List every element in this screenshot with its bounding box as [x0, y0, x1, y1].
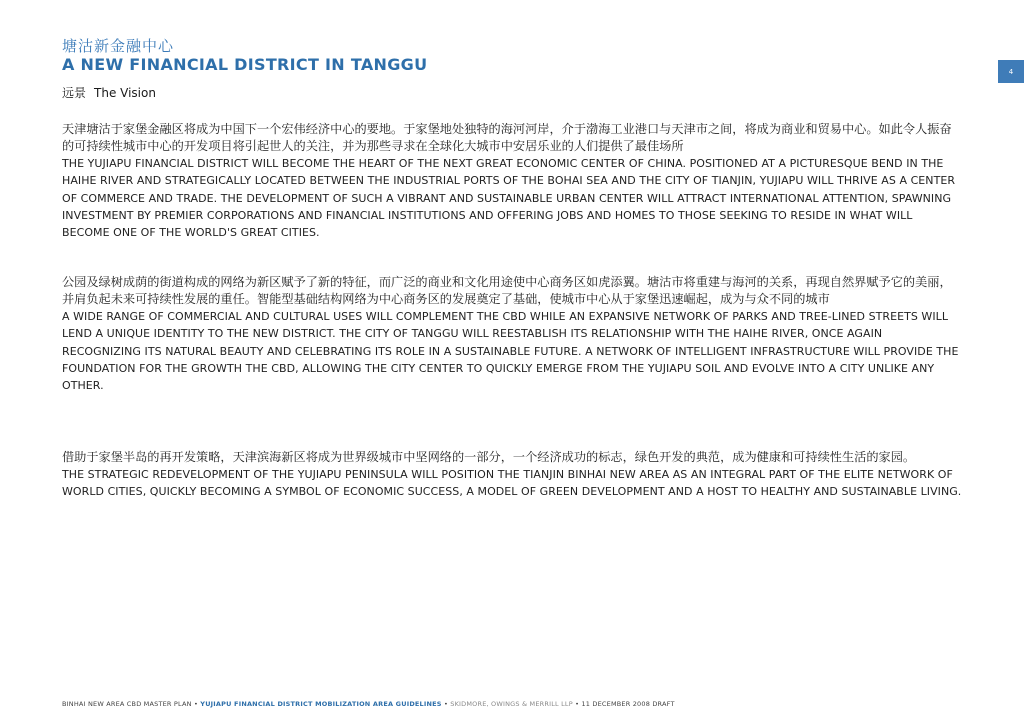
- footer-date: 11 DECEMBER 2008 DRAFT: [581, 700, 675, 708]
- footer-guidelines-title: YUJIAPU FINANCIAL DISTRICT MOBILIZATION AREA GUIDELINES: [200, 700, 442, 708]
- page-footer: [62, 700, 675, 708]
- page-title-chinese: 塘沽新金融中心: [62, 37, 175, 55]
- footer-separator: •: [191, 700, 201, 708]
- section-heading-chinese: 远景: [62, 86, 87, 100]
- paragraph-2: [62, 274, 962, 394]
- paragraph-2-chinese: 公园及绿树成荫的街道构成的网络为新区赋予了新的特征，而广泛的商业和文化用途使中心商务区如虎添翼。塘沽市将重建与海河的关系，再现自然界赋予它的美丽，并肩负起未来可持续性发展的重任。智能型基础结构网络为中心商务区的发展奠定了基础，使城市中心从于家堡迅速崛起，成为与众不同的城市: [62, 275, 952, 306]
- footer-separator: •: [572, 700, 582, 708]
- section-heading-english: The Vision: [94, 86, 156, 100]
- page-title: A NEW FINANCIAL DISTRICT IN TANGGU: [62, 55, 428, 74]
- page-number-tab: [998, 60, 1024, 83]
- paragraph-1: [62, 121, 962, 241]
- paragraph-1-english: THE YUJIAPU FINANCIAL DISTRICT WILL BECOME THE HEART OF THE NEXT GREAT ECONOMIC CENTER OF CHINA. POSITIONED AT A PICTURESQUE BEND IN THE HAIHE RIVER AND STRATEGICALLY LOCATED BETWEEN THE INDUSTRIAL PORTS OF THE BOHAI SEA AND THE CITY OF TIANJIN, YUJIAPU WILL THRIVE AS A CENTER OF COMMERCE AND TRADE. THE DEVELOPMENT OF SUCH A VIBRANT AND SUSTAINABLE URBAN CENTER WILL ATTRACT INTERNATIONAL ATTENTION, SPAWNING INVESTMENT BY PREMIER CORPORATIONS AND FINANCIAL INSTITUTIONS AND OFFERING JOBS AND HOMES TO THOSE SEEKING TO RESIDE IN WHAT WILL BECOME ONE OF THE WORLD'S GREAT CITIES.: [62, 157, 956, 240]
- paragraph-3-chinese: 借助于家堡半岛的再开发策略，天津滨海新区将成为世界级城市中坚网络的一部分，一个经济成功的标志，绿色开发的典范，成为健康和可持续性生活的家园。: [62, 450, 916, 464]
- footer-separator: •: [441, 700, 451, 708]
- page-number: 4: [1008, 67, 1014, 76]
- footer-firm-name: SKIDMORE, OWINGS & MERRILL LLP: [450, 700, 573, 708]
- footer-plan-name: BINHAI NEW AREA CBD MASTER PLAN: [62, 700, 192, 708]
- paragraph-1-chinese: 天津塘沽于家堡金融区将成为中国下一个宏伟经济中心的要地。于家堡地处独特的海河河岸，介于渤海工业港口与天津市之间，将成为商业和贸易中心。如此令人振奋的可持续性城市中心的开发项目将引起世人的关注，并为那些寻求在全球化大城市中安居乐业的人们提供了最佳场所: [62, 122, 952, 153]
- paragraph-2-english: A WIDE RANGE OF COMMERCIAL AND CULTURAL USES WILL COMPLEMENT THE CBD WHILE AN EXPANSIVE NETWORK OF PARKS AND TREE-LINED STREETS WILL LEND A UNIQUE IDENTITY TO THE NEW DISTRICT. THE CITY OF TANGGU WILL REESTABLISH ITS RELATIONSHIP WITH THE HAIHE RIVER, ONCE AGAIN RECOGNIZING ITS NATURAL BEAUTY AND CELEBRATING ITS ROLE IN A SUSTAINABLE FUTURE. A NETWORK OF INTELLIGENT INFRASTRUCTURE WILL PROVIDE THE FOUNDATION FOR THE GROWTH THE CBD, ALLOWING THE CITY CENTER TO QUICKLY EMERGE FROM THE YUJIAPU SOIL AND EVOLVE INTO A CITY UNLIKE ANY OTHER.: [62, 310, 959, 393]
- section-heading: [62, 84, 164, 101]
- paragraph-3-english: THE STRATEGIC REDEVELOPMENT OF THE YUJIAPU PENINSULA WILL POSITION THE TIANJIN BINHAI NEW AREA AS AN INTEGRAL PART OF THE ELITE NETWORK OF WORLD CITIES, QUICKLY BECOMING A SYMBOL OF ECONOMIC SUCCESS, A MODEL OF GREEN DEVELOPMENT AND A HOST TO HEALTHY AND SUSTAINABLE LIVING.: [62, 468, 962, 499]
- paragraph-3: [62, 449, 962, 501]
